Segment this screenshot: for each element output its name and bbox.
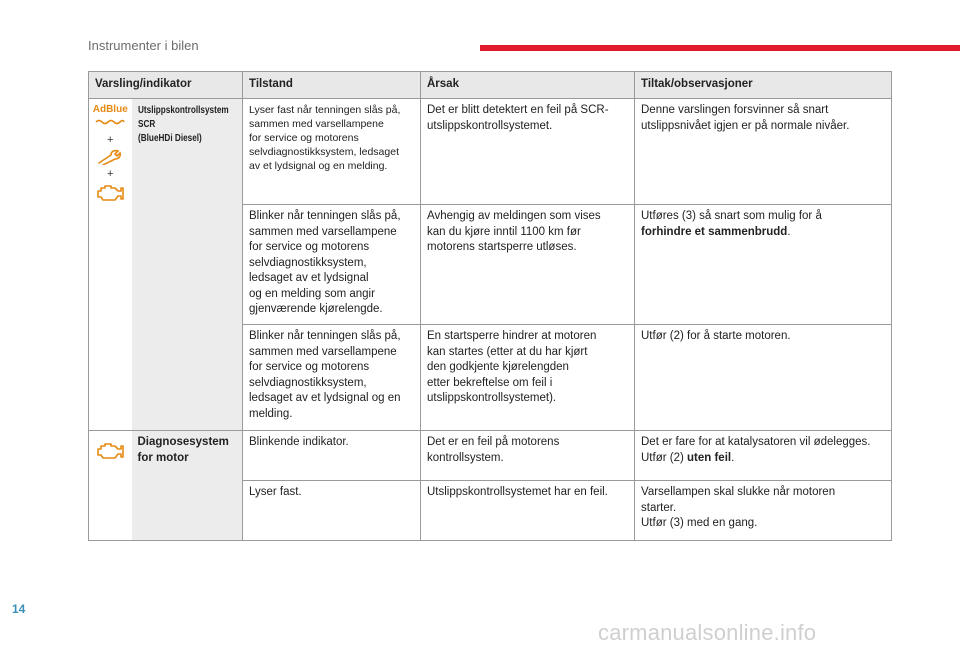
action-emphasis: forhindre et sammenbrudd [641, 225, 788, 238]
cause-cell: Utslippskontrollsystemet har en feil. [421, 481, 635, 541]
wrench-icon [97, 149, 123, 165]
indicator-icons-cell [89, 99, 132, 431]
col-header-condition: Tilstand [243, 72, 421, 99]
adblue-icon [93, 105, 128, 131]
indicator-icons-cell [89, 431, 132, 541]
col-header-action: Tiltak/observasjoner [635, 72, 892, 99]
adblue-label: AdBlue [92, 104, 128, 115]
system-name-cell [132, 431, 243, 541]
page-number: 14 [12, 602, 26, 616]
col-header-indicator: Varsling/indikator [89, 72, 243, 99]
cause-cell: Det er blitt detektert en feil på SCR- utslippskontrollsystemet. [421, 99, 635, 205]
action-cell: Utføres (3) så snart som mulig for å forhindre et sammenbrudd. [635, 205, 892, 325]
system-name-cell [132, 99, 243, 431]
action-emphasis: uten feil [687, 451, 732, 464]
condition-cell: Blinker når tenningen slås på, sammen med varsellampene for service og motorens selvdiagnostikksystem, ledsaget av et lydsignal og en melding som angir gjenværende kjørelengde. [243, 205, 421, 325]
engine-icon [95, 441, 125, 461]
header-accent-bar [480, 45, 960, 51]
system-name-diagnosis: Diagnosesystem for motor [137, 436, 229, 464]
action-cell: Utfør (2) for å starte motoren. [635, 325, 892, 431]
system-name-scr: Utslippskontrollsystem SCR (BlueHDi Diesel) [137, 105, 229, 144]
action-cell: Det er fare for at katalysatoren vil ødelegges. Utfør (2) uten feil. [635, 431, 892, 481]
plus-sign: + [107, 167, 114, 180]
engine-icon [95, 183, 125, 203]
condition-cell: Lyser fast når tenningen slås på, sammen med varsellampene for service og motorens selvdiagnostikksystem, ledsaget av et lydsignal og en melding. [243, 99, 421, 205]
indicator-table [88, 71, 892, 541]
watermark: carmanualsonline.info [598, 620, 817, 645]
page-header-title: Instrumenter i bilen [88, 38, 199, 53]
action-cell: Varsellampen skal slukke når motoren starter. Utfør (3) med en gang. [635, 481, 892, 541]
action-cell: Denne varslingen forsvinner så snart utslippsnivået igjen er på normale nivåer. [635, 99, 892, 205]
cause-cell: En startsperre hindrer at motoren kan startes (etter at du har kjørt den godkjente kjørelengden etter bekreftelse om feil i utslippskontrollsystemet). [421, 325, 635, 431]
condition-cell: Blinker når tenningen slås på, sammen med varsellampene for service og motorens selvdiagnostikksystem, ledsaget av et lydsignal og en melding. [243, 325, 421, 431]
table-row [89, 99, 892, 205]
cause-cell: Det er en feil på motorens kontrollsystem. [421, 431, 635, 481]
table-row [89, 431, 892, 481]
plus-sign: + [107, 133, 114, 146]
condition-cell: Blinkende indikator. [243, 431, 421, 481]
col-header-cause: Årsak [421, 72, 635, 99]
table-header-row [89, 72, 892, 99]
condition-cell: Lyser fast. [243, 481, 421, 541]
cause-cell: Avhengig av meldingen som vises kan du kjøre inntil 1100 km før motorens startsperre utløses. [421, 205, 635, 325]
